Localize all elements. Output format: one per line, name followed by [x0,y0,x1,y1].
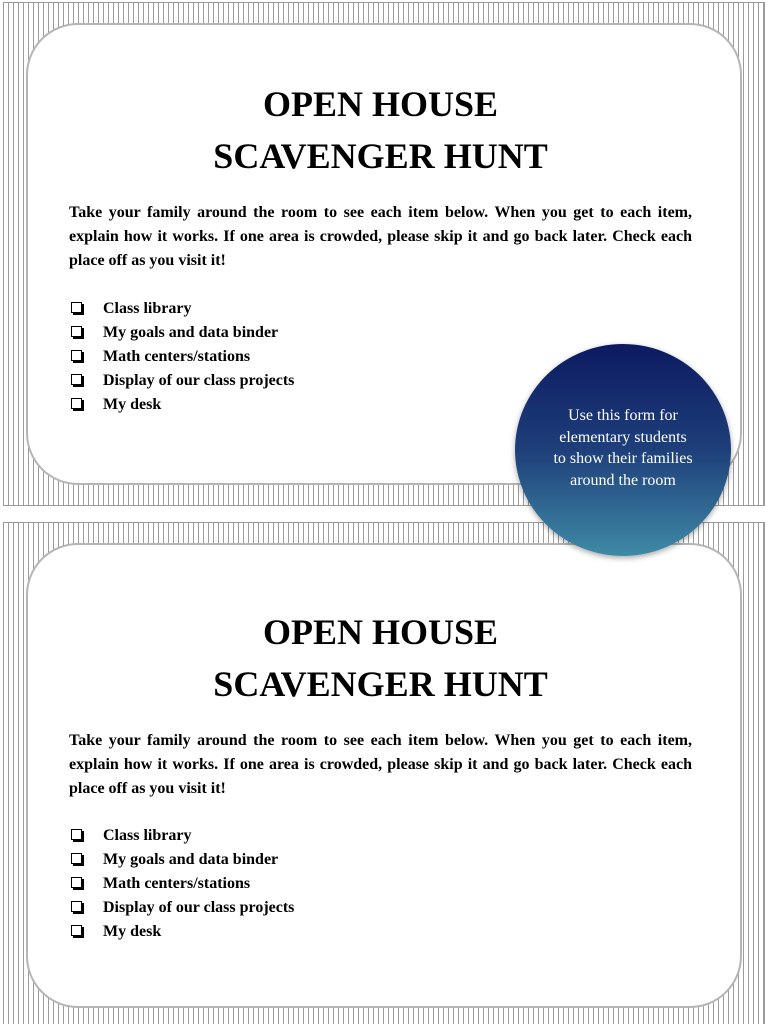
checklist-item-label: My desk [103,923,162,940]
checklist-item-label: Class library [103,827,192,844]
checklist-item-label: Display of our class projects [103,372,295,389]
checkbox-icon[interactable] [71,398,82,409]
checklist-item-label: Math centers/stations [103,875,251,892]
checklist-item[interactable] [69,872,692,896]
checklist-item[interactable] [69,321,692,345]
scavenger-hunt-card-2 [3,522,765,1024]
card-content [69,523,692,944]
checkbox-icon[interactable] [71,374,82,385]
instructions-text: Take your family around the room to see each item below. When you get to each item, explain how it works. If one area is crowded, please skip it and go back later. Check each place off as you visit it! [69,732,692,797]
callout-text: Use this form for elementary students to show their families around the room [553,407,693,489]
title-line-1: OPEN HOUSE [262,612,499,652]
card-title [69,78,692,182]
title-line-2: SCAVENGER HUNT [213,664,548,704]
title-line-1: OPEN HOUSE [262,84,499,124]
checkbox-icon[interactable] [71,350,82,361]
checklist-item-label: Display of our class projects [103,899,295,916]
checklist-item-label: My goals and data binder [103,324,279,341]
title-line-2: SCAVENGER HUNT [213,136,548,176]
checklist-item[interactable] [69,824,692,848]
checklist-item-label: Class library [103,300,192,317]
checklist-item[interactable] [69,920,692,944]
checkbox-icon[interactable] [71,877,82,888]
checklist-item[interactable] [69,848,692,872]
checklist-item-label: My desk [103,396,162,413]
checklist-item-label: My goals and data binder [103,851,279,868]
checklist-item[interactable] [69,896,692,920]
instructions-text: Take your family around the room to see each item below. When you get to each item, explain how it works. If one area is crowded, please skip it and go back later. Check each place off as you visit it! [69,204,692,269]
checkbox-icon[interactable] [71,302,82,313]
checklist-item-label: Math centers/stations [103,348,251,365]
checkbox-icon[interactable] [71,853,82,864]
checklist [69,824,692,944]
card-title [69,606,692,710]
info-callout-circle [515,344,731,556]
checkbox-icon[interactable] [71,829,82,840]
checkbox-icon[interactable] [71,326,82,337]
checklist-item[interactable] [69,297,692,321]
checkbox-icon[interactable] [71,901,82,912]
checkbox-icon[interactable] [71,925,82,936]
